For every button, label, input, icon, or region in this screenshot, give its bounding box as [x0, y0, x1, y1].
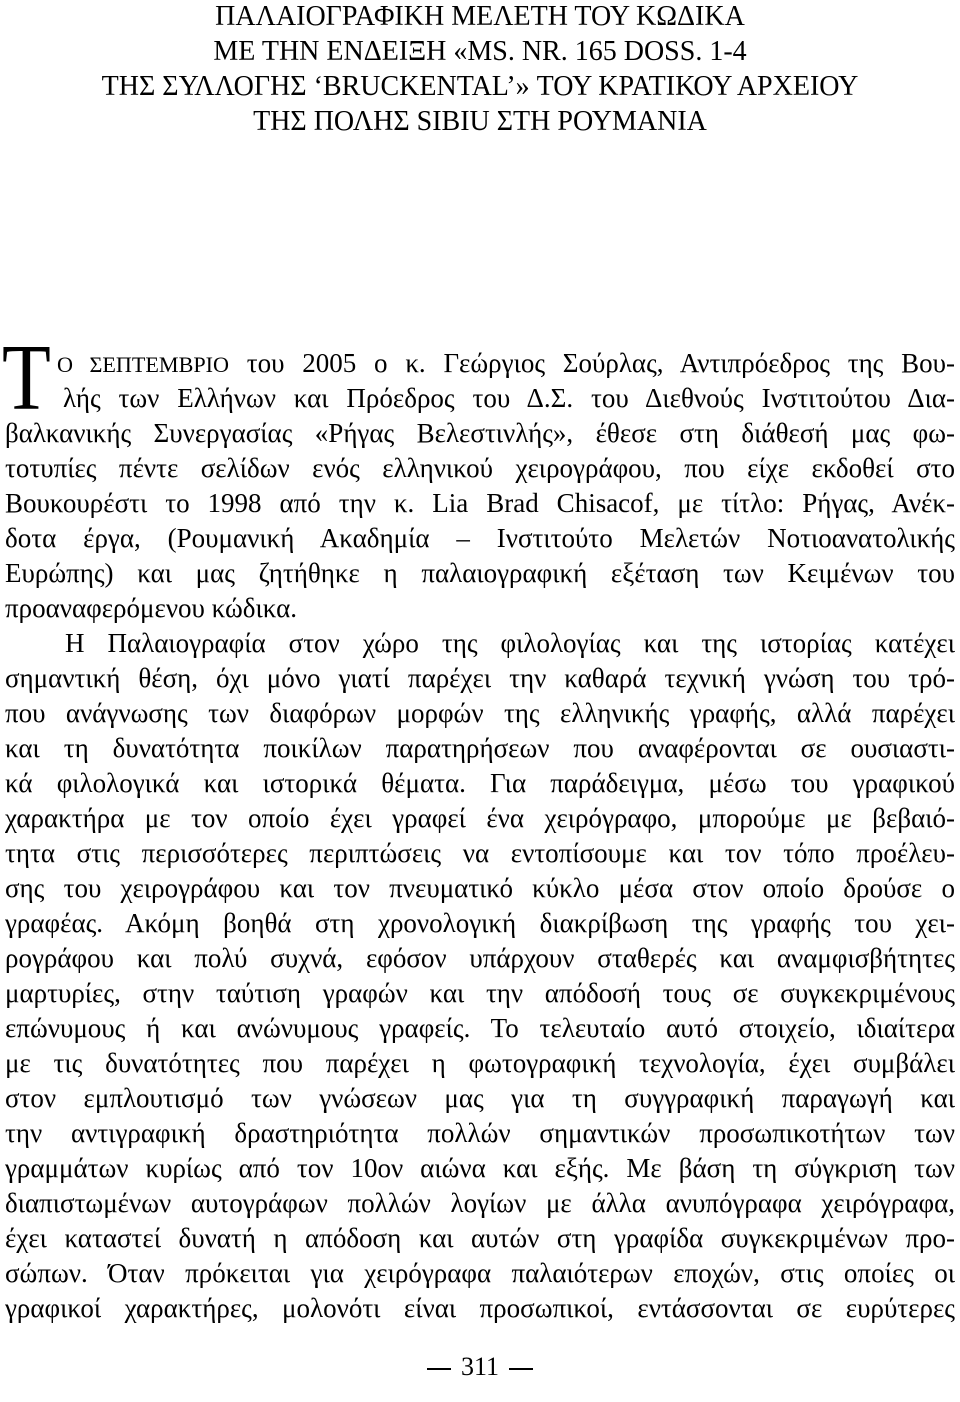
text-line	[5, 346, 955, 381]
text-line-content: του 2005 ο κ. Γεώργιος Σούρλας, Αντιπρόεδρος της Βου-	[246, 348, 955, 378]
text-line: με τις δυνατότητες που παρέχει η φωτογραφική τεχνολογία, έχει συμβάλει	[5, 1048, 955, 1078]
title-line: ΠΑΛΑΙΟΓΡΑΦΙΚΗ ΜΕΛΕΤΗ ΤΟΥ ΚΩΔΙΚΑ	[215, 1, 745, 32]
text-line: δοτα έργα, (Ρουμανική Ακαδημία – Ινστιτούτο Μελετών Νοτιοανατολικής	[5, 523, 955, 553]
footer-dash-left	[427, 1368, 451, 1370]
text-line: έχει καταστεί δυνατή η απόδοση και αυτών στη γραφίδα συγκεκριμένων προ-	[5, 1223, 955, 1253]
footer-dash-right	[509, 1368, 533, 1370]
lead-in-small-caps: Ο ΣΕΠΤΕΜΒΡΙΟ	[57, 352, 230, 377]
text-line: Η Παλαιογραφία στον χώρο της φιλολογίας και της ιστορίας κατέχει	[65, 628, 955, 658]
text-line: Βουκουρέστι το 1998 από την κ. Lia Brad Chisacof, με τίτλο: Ρήγας, Ανέκ-	[5, 488, 955, 518]
text-line: επώνυμους ή και ανώνυμους γραφείς. Το τελευταίο αυτό στοιχείο, ιδιαίτερα	[5, 1013, 955, 1043]
text-line: λής των Ελλήνων και Πρόεδρος του Δ.Σ. του Διεθνούς Ινστιτούτου Δια-	[63, 383, 955, 413]
text-line: ρογράφου και πολύ συχνά, εφόσον υπάρχουν σταθερές και αναμφισβήτητες	[5, 943, 955, 973]
text-line: μαρτυρίες, στην ταύτιση γραφών και την απόδοσή τους σε συγκεκριμένους	[5, 978, 955, 1008]
text-line: Ευρώπης) και μας ζητήθηκε η παλαιογραφική εξέταση των Κειμένων του	[5, 558, 955, 588]
title-line: ΜΕ ΤΗΝ ΕΝΔΕΙΞΗ «MS. NR. 165 DOSS. 1-4	[213, 36, 747, 67]
text-line: στον εμπλουτισμό των γνώσεων μας για τη συγγραφική παραγωγή και	[5, 1083, 955, 1113]
document-title	[0, 0, 960, 139]
text-line: την αντιγραφική δραστηριότητα πολλών σημαντικών προσωπικοτήτων των	[5, 1118, 955, 1148]
text-line: σης του χειρογράφου και τον πνευματικό κύκλο μέσα στον οποίο δρούσε ο	[5, 873, 955, 903]
body-text	[5, 346, 955, 1326]
text-line: τοτυπίες πέντε σελίδων ενός ελληνικού χειρογράφου, που είχε εκδοθεί στο	[5, 453, 955, 483]
text-line: σώπων. Όταν πρόκειται για χειρόγραφα παλαιότερων εποχών, στις οποίες οι	[5, 1258, 955, 1288]
text-line: και τη δυνατότητα ποικίλων παρατηρήσεων που αναφέρονται σε ουσιαστι-	[5, 733, 955, 763]
text-line: βαλκανικής Συνεργασίας «Ρήγας Βελεστινλής», έθεσε στη διάθεσή μας φω-	[5, 418, 955, 448]
text-line: γραμμάτων κυρίως από τον 10ον αιώνα και εξής. Με βάση τη σύγκριση των	[5, 1153, 955, 1183]
text-line: προαναφερόμενου κώδικα.	[5, 593, 298, 623]
text-line: τητα στις περισσότερες περιπτώσεις να εντοπίσουμε και τον τόπο προέλευ-	[5, 838, 955, 868]
text-line: γραφικοί χαρακτήρες, μολονότι είναι προσωπικοί, εντάσσονται σε ευρύτερες	[5, 1293, 955, 1323]
text-line: που ανάγνωσης των διαφόρων μορφών της ελληνικής γραφής, αλλά παρέχει	[5, 698, 955, 728]
text-line: διαπιστωμένων αυτογράφων πολλών λογίων με άλλα ανυπόγραφα χειρόγραφα,	[5, 1188, 955, 1218]
paragraph	[5, 626, 955, 1326]
text-line: κά φιλολογικά και ιστορικά θέματα. Για παράδειγμα, μέσω του γραφικού	[5, 768, 955, 798]
title-line: ΤΗΣ ΣΥΛΛΟΓΗΣ ‘BRUCKENTAL’» ΤΟΥ ΚΡΑΤΙΚΟΥ ΑΡΧΕΙΟΥ	[101, 71, 859, 102]
drop-cap: Τ	[2, 326, 51, 430]
paragraph	[5, 346, 955, 626]
page-number: 311	[460, 1352, 500, 1381]
title-line: ΤΗΣ ΠΟΛΗΣ SIBIU ΣΤΗ ΡΟΥΜΑΝΙΑ	[253, 106, 707, 137]
text-line: χαρακτήρα με τον οποίο έχει γραφεί ένα χειρόγραφο, μπορούμε με βεβαιό-	[5, 803, 955, 833]
text-line: σημαντική θέση, όχι μόνο γιατί παρέχει την καθαρά τεχνική γνώση του τρό-	[5, 663, 955, 693]
page-footer	[0, 1349, 960, 1384]
text-line: γραφέας. Ακόμη βοηθά στη χρονολογική διακρίβωση της γραφής του χει-	[5, 908, 955, 938]
